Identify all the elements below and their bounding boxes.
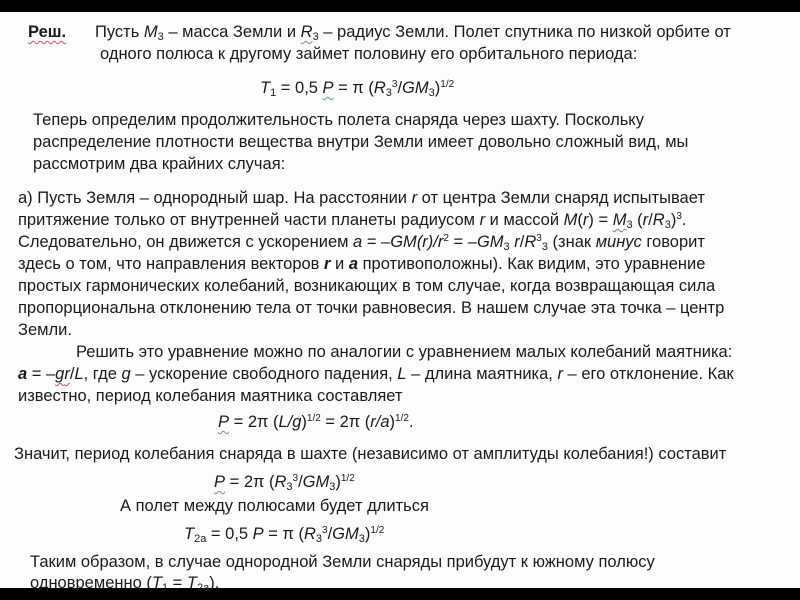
conclusion-line-3: Таким образом, в случае однородной Земли снаряды прибудут к южному полюсу	[30, 553, 655, 571]
formula-shaft-period: P = 2π $(R_3^3/GM_3)^{1/2}$	[214, 473, 355, 493]
document-page	[0, 12, 800, 594]
label-text: Реш.	[28, 23, 67, 41]
case-a-line-7: Земли.	[18, 321, 72, 339]
pendulum-line-3: известно, период колебания маятника составляет	[18, 387, 403, 405]
intro-line-1: Пусть $M_3$ – масса Земли и $R_3$ – радиус Земли. Полет спутника по низкой орбите от	[95, 23, 731, 43]
pendulum-line-1: Решить это уравнение можно по аналогии с уравнением малых колебаний маятника:	[76, 343, 733, 361]
para2-line-3: рассмотрим два крайних случая:	[33, 155, 286, 173]
formula-pendulum-period: P = 2π $(L/g)^{1/2} = 2\pi$ $(r/a)^{1/2}$.	[218, 413, 414, 431]
case-a-line-5: простых гармонических колебаний, возникающих в том случае, когда возвращающая сила	[18, 277, 716, 295]
para2-line-2: распределение плотности вещества внутри Земли имеет довольно сложный вид, мы	[33, 133, 689, 151]
case-a-line-2: притяжение только от внутренней части планеты радиусом r и массой $M(r) = M_3$ $(r/R_3)^3$.	[18, 211, 687, 231]
case-a-line-3: Следовательно, он движется с ускорением $a = -GM(r)/r^2 = -GM_3$ $r/R^3_3$ (знак минус говорит	[18, 233, 705, 253]
intro-line-2: одного полюса к другому займет половину его орбитального периода:	[100, 45, 638, 63]
case-a-line-6: пропорциональна отклонению тела от точки равновесия. В нашем случае эта точка – центр	[18, 299, 725, 317]
conclusion-line-1: Значит, период колебания снаряда в шахте (независимо от амплитуды колебания!) составит	[14, 445, 727, 463]
para2-line-1: Теперь определим продолжительность полета снаряда через шахту. Поскольку	[33, 111, 644, 129]
pendulum-line-2: a = –gr/L, где g – ускорение свободного падения, L – длина маятника, r – его отклонение. Как	[18, 365, 734, 383]
case-a-line-1: а) Пусть Земля – однородный шар. На расстоянии r от центра Земли снаряд испытывает	[18, 189, 705, 207]
case-a-line-4: здесь о том, что направления векторов r и a противоположны). Как видим, это уравнение	[18, 255, 706, 273]
formula-t1: $T_1 = 0,5$ P = π $(R_3^3/GM_3)^{1/2}$	[260, 79, 455, 99]
formula-t2a: $T_{2a} = 0,5$ P = π $(R_3^3/GM_3)^{1/2}$	[184, 525, 385, 545]
conclusion-line-4: одновременно $(T_1 = T_{2a})$.	[30, 574, 220, 594]
conclusion-line-2: А полет между полюсами будет длиться	[120, 497, 429, 515]
solution-label	[28, 22, 66, 42]
